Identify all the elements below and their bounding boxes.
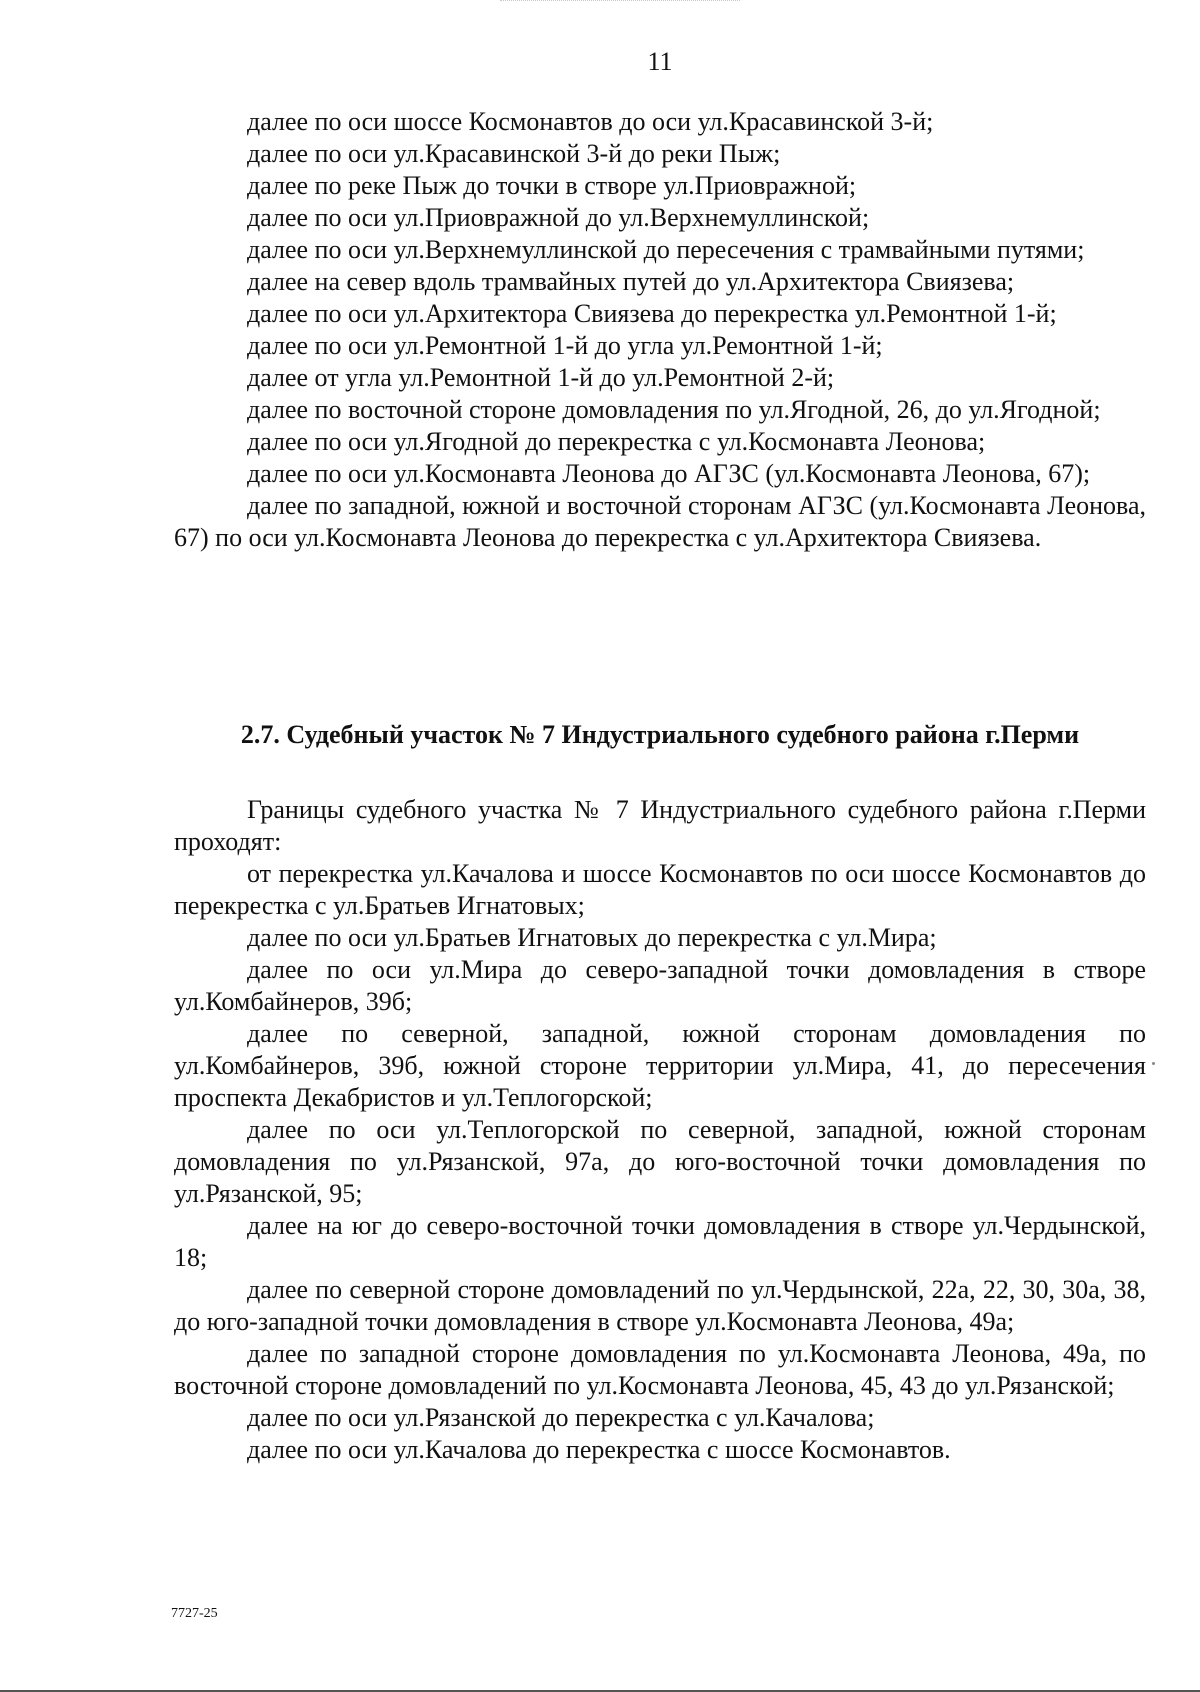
paragraph: от перекрестка ул.Качалова и шоссе Космонавтов по оси шоссе Космонавтов до перекрестка с ул.Братьев Игнатовых;	[174, 859, 1146, 920]
paragraph: далее по оси шоссе Космонавтов до оси ул.Красавинской 3-й;	[247, 107, 934, 136]
paragraph: далее по оси ул.Качалова до перекрестка с шоссе Космонавтов.	[247, 1435, 951, 1464]
paragraph: далее по оси ул.Ремонтной 1-й до угла ул.Ремонтной 1-й;	[247, 331, 883, 360]
paragraph: далее по реке Пыж до точки в створе ул.Приовражной;	[247, 171, 857, 200]
paragraph: далее по оси ул.Приовражной до ул.Верхнемуллинской;	[247, 203, 870, 232]
paragraph: далее по северной, западной, южной сторонам домовладения по ул.Комбайнеров, 39б, южной стороне территории ул.Мира, 41, до пересечения проспекта Декабристов и ул.Теплогорской;	[174, 1019, 1146, 1112]
paragraph: далее по оси ул.Красавинской 3-й до реки Пыж;	[247, 139, 781, 168]
paragraph: далее на юг до северо-восточной точки домовладения в створе ул.Чердынской, 18;	[174, 1211, 1146, 1272]
paragraph: далее на север вдоль трамвайных путей до ул.Архитектора Свиязева;	[247, 267, 1015, 296]
page-number: 11	[647, 47, 673, 76]
paragraph: далее по западной стороне домовладения по ул.Космонавта Леонова, 49а, по восточной стороне домовладений по ул.Космонавта Леонова, 45, 43 до ул.Рязанской;	[174, 1339, 1146, 1400]
paragraph: далее по оси ул.Мира до северо-западной точки домовладения в створе ул.Комбайнеров, 39б;	[174, 955, 1146, 1016]
paragraph: далее по оси ул.Рязанской до перекрестка с ул.Качалова;	[247, 1403, 875, 1432]
paragraph: далее от угла ул.Ремонтной 1-й до ул.Ремонтной 2-й;	[247, 363, 835, 392]
scan-artifact-dot	[1152, 1062, 1155, 1065]
paragraph: далее по оси ул.Теплогорской по северной, западной, южной сторонам домовладения по ул.Рязанской, 97а, до юго-восточной точки домовладения по ул.Рязанской, 95;	[174, 1115, 1146, 1208]
paragraph: далее по северной стороне домовладений по ул.Чердынской, 22а, 22, 30, 30а, 38, до юго-западной точки домовладения в створе ул.Космонавта Леонова, 49а;	[174, 1275, 1146, 1336]
document-code: 7727-25	[171, 1606, 218, 1621]
scan-artifact-streak	[500, 0, 740, 4]
section-heading: 2.7. Судебный участок № 7 Индустриального судебного района г.Перми	[240, 720, 1080, 749]
paragraph: далее по оси ул.Архитектора Свиязева до перекрестка ул.Ремонтной 1-й;	[247, 299, 1057, 328]
paragraph: далее по оси ул.Космонавта Леонова до АГЗС (ул.Космонавта Леонова, 67);	[247, 459, 1091, 488]
paragraph: далее по оси ул.Верхнемуллинской до пересечения с трамвайными путями;	[247, 235, 1085, 264]
paragraph: далее по оси ул.Братьев Игнатовых до перекрестка с ул.Мира;	[247, 923, 937, 952]
paragraph: далее по оси ул.Ягодной до перекрестка с ул.Космонавта Леонова;	[247, 427, 986, 456]
section-court-district-7	[174, 794, 1146, 1466]
paragraph: далее по восточной стороне домовладения по ул.Ягодной, 26, до ул.Ягодной;	[247, 395, 1101, 424]
paragraph: далее по западной, южной и восточной сторонам АГЗС (ул.Космонавта Леонова, 67) по оси ул.Космонавта Леонова до перекрестка с ул.Архитектора Свиязева.	[174, 491, 1146, 552]
paragraph: Границы судебного участка № 7 Индустриального судебного района г.Перми проходят:	[174, 795, 1146, 856]
section-previous-continuation	[174, 106, 1146, 554]
